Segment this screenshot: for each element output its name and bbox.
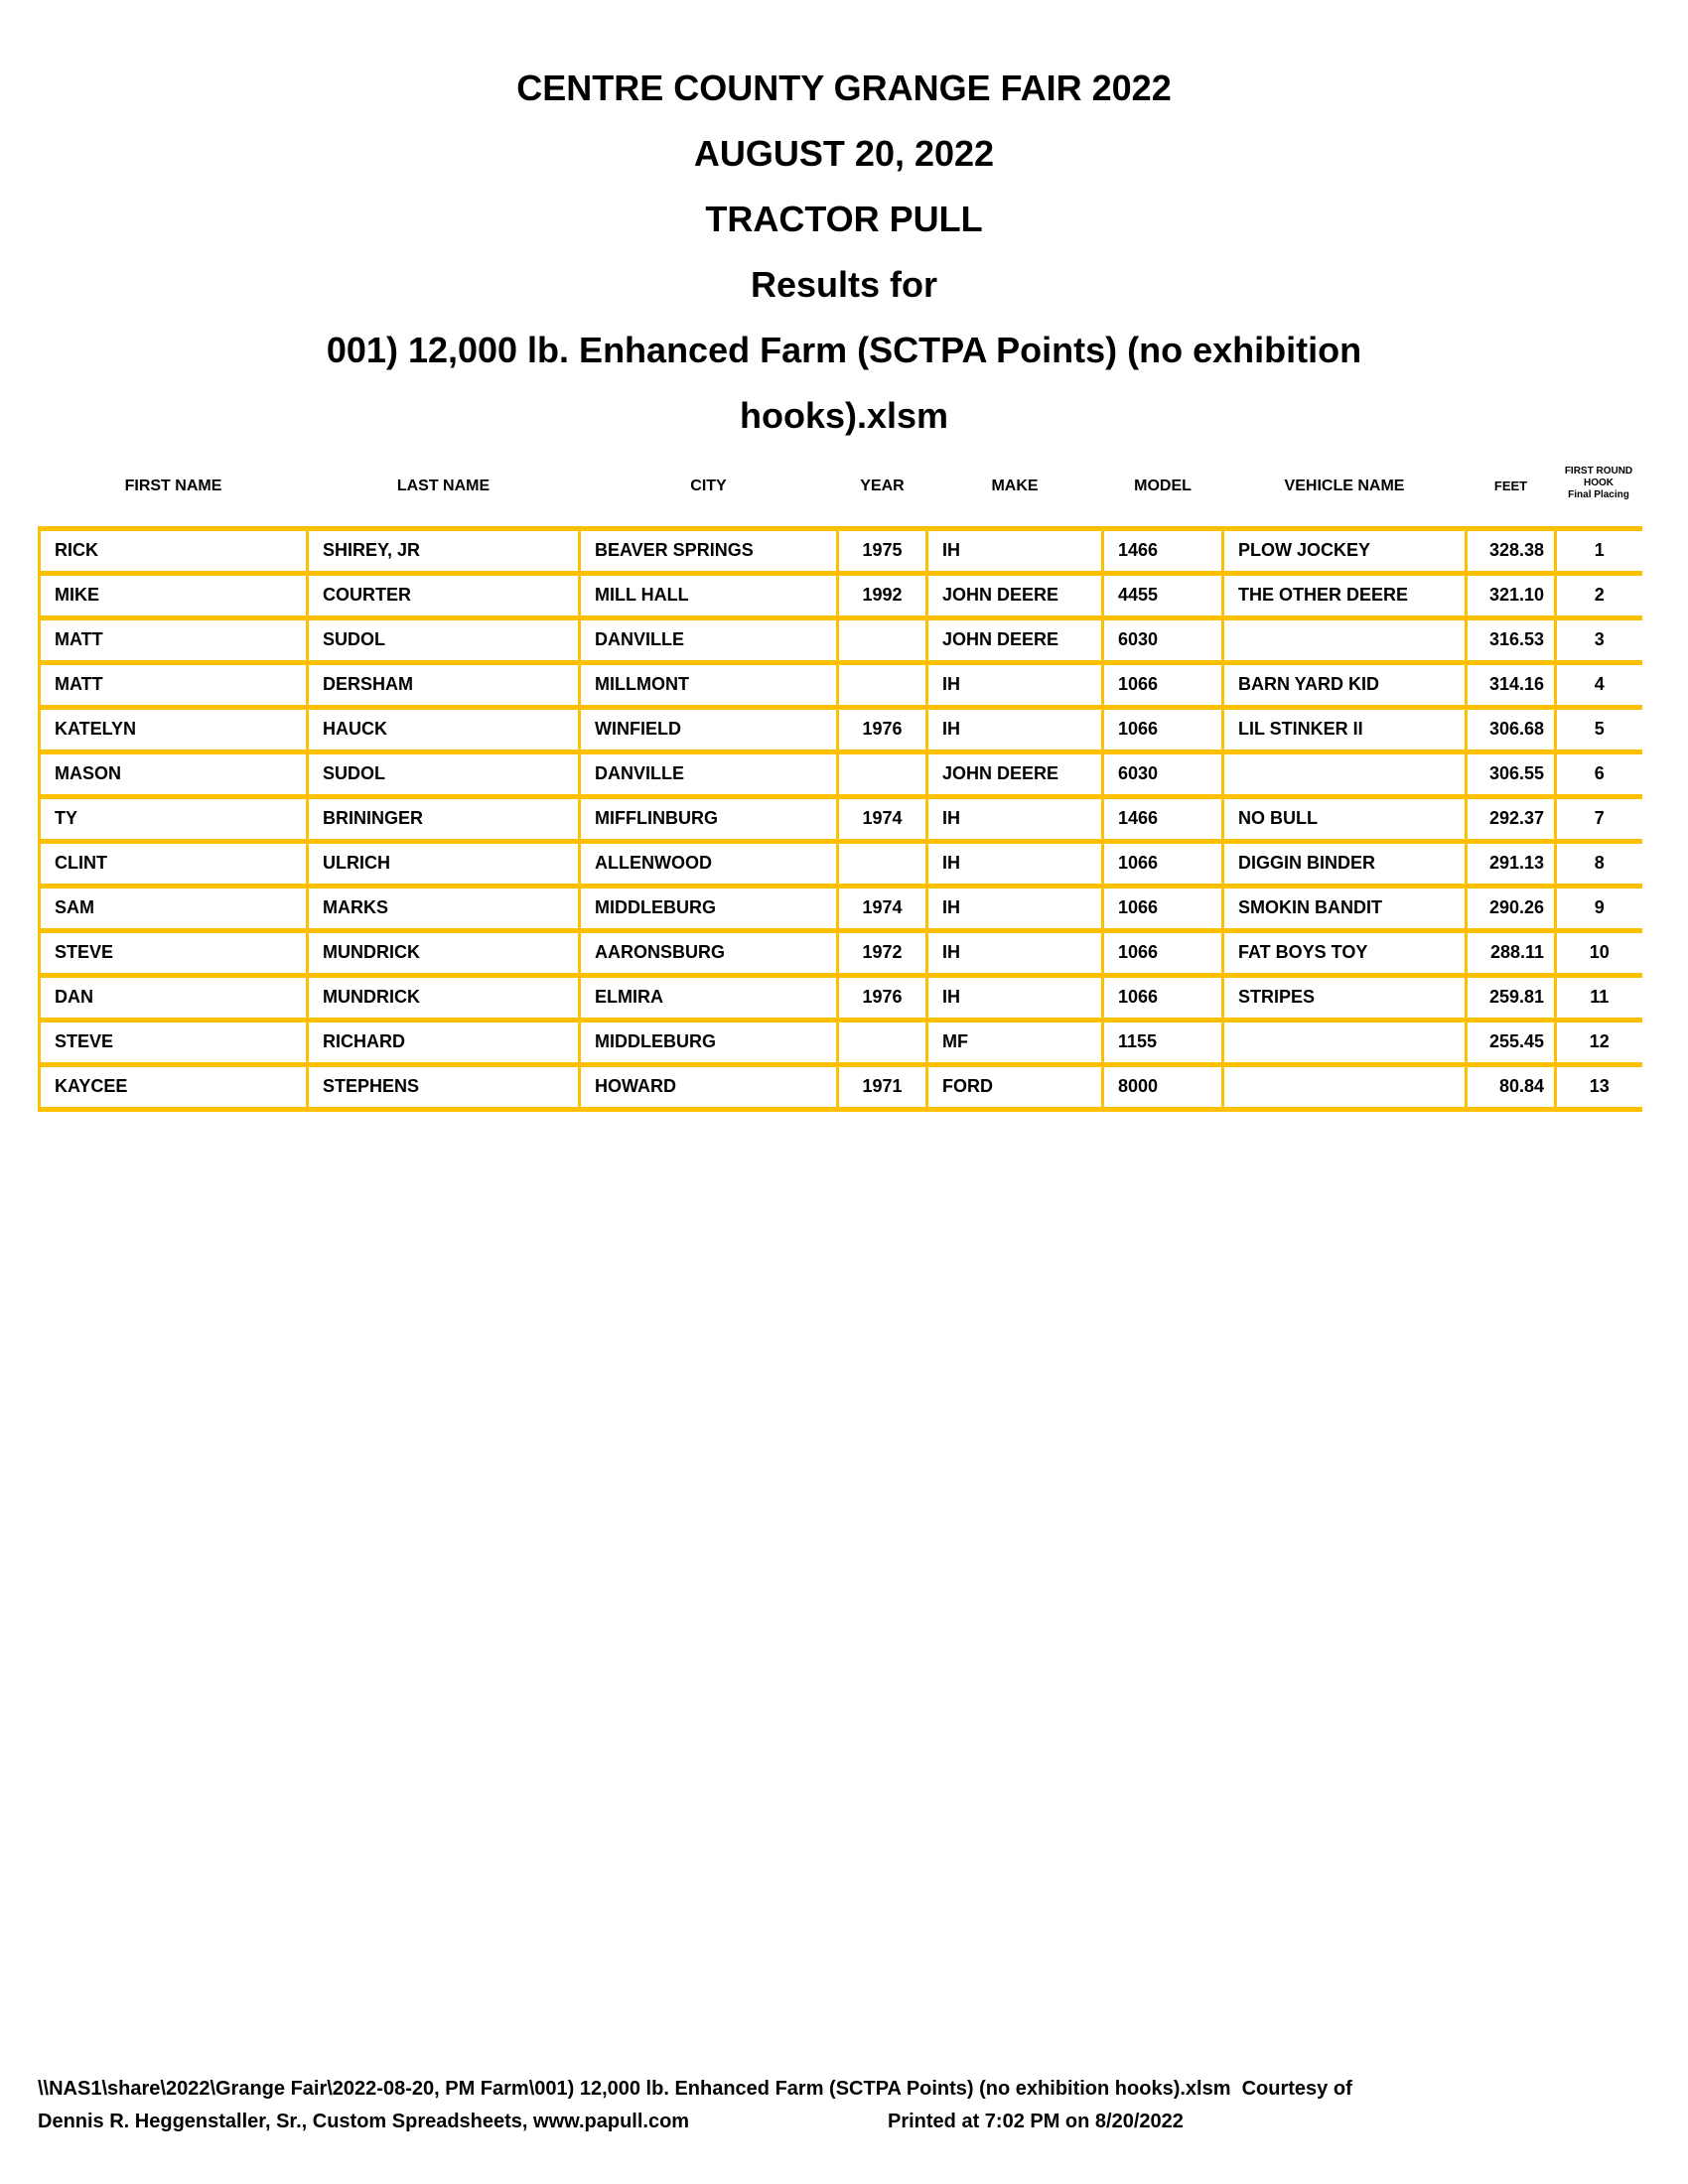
- cell-vehicle-name: [1223, 617, 1467, 662]
- cell-feet: 80.84: [1467, 1064, 1556, 1109]
- cell-first-name: KATELYN: [40, 707, 308, 751]
- cell-year: 1974: [838, 796, 927, 841]
- table-row: [40, 528, 1642, 573]
- col-header-vehicle-name: VEHICLE NAME: [1284, 477, 1405, 494]
- cell-vehicle-name: THE OTHER DEERE: [1223, 573, 1467, 617]
- cell-city: MIFFLINBURG: [580, 796, 838, 841]
- cell-city: DANVILLE: [580, 617, 838, 662]
- cell-feet: 292.37: [1467, 796, 1556, 841]
- document-header: [0, 56, 1688, 449]
- table-row: [40, 796, 1642, 841]
- cell-year: [838, 841, 927, 886]
- table-row: [40, 573, 1642, 617]
- cell-placing: 13: [1556, 1064, 1642, 1109]
- cell-vehicle-name: DIGGIN BINDER: [1223, 841, 1467, 886]
- table-row: [40, 751, 1642, 796]
- cell-city: MIDDLEBURG: [580, 886, 838, 930]
- cell-first-name: STEVE: [40, 1020, 308, 1064]
- cell-first-name: MIKE: [40, 573, 308, 617]
- cell-placing: 9: [1556, 886, 1642, 930]
- cell-make: IH: [927, 841, 1103, 886]
- cell-vehicle-name: [1223, 1020, 1467, 1064]
- cell-last-name: DERSHAM: [308, 662, 580, 707]
- cell-model: 4455: [1103, 573, 1223, 617]
- cell-feet: 290.26: [1467, 886, 1556, 930]
- table-row: [40, 1020, 1642, 1064]
- cell-placing: 5: [1556, 707, 1642, 751]
- cell-year: 1976: [838, 707, 927, 751]
- cell-model: 1066: [1103, 662, 1223, 707]
- cell-vehicle-name: SMOKIN BANDIT: [1223, 886, 1467, 930]
- cell-placing: 7: [1556, 796, 1642, 841]
- cell-first-name: SAM: [40, 886, 308, 930]
- table-row: [40, 886, 1642, 930]
- cell-make: JOHN DEERE: [927, 573, 1103, 617]
- cell-placing: 3: [1556, 617, 1642, 662]
- cell-city: ELMIRA: [580, 975, 838, 1020]
- cell-model: 1466: [1103, 528, 1223, 573]
- cell-feet: 306.55: [1467, 751, 1556, 796]
- results-table-wrap: [38, 455, 1640, 1112]
- cell-placing: 11: [1556, 975, 1642, 1020]
- cell-last-name: RICHARD: [308, 1020, 580, 1064]
- col-header-final-placing-line3: Final Placing: [1568, 488, 1629, 500]
- cell-first-name: TY: [40, 796, 308, 841]
- cell-make: IH: [927, 528, 1103, 573]
- cell-year: 1974: [838, 886, 927, 930]
- cell-last-name: BRININGER: [308, 796, 580, 841]
- cell-placing: 1: [1556, 528, 1642, 573]
- cell-placing: 6: [1556, 751, 1642, 796]
- cell-model: 1466: [1103, 796, 1223, 841]
- col-header-city: CITY: [690, 477, 727, 494]
- cell-model: 1066: [1103, 975, 1223, 1020]
- cell-vehicle-name: PLOW JOCKEY: [1223, 528, 1467, 573]
- courtesy-text: Dennis R. Heggenstaller, Sr., Custom Spreadsheets, www.papull.com: [38, 2111, 690, 2132]
- cell-vehicle-name: BARN YARD KID: [1223, 662, 1467, 707]
- table-row: [40, 1064, 1642, 1109]
- table-row: [40, 662, 1642, 707]
- cell-city: MILL HALL: [580, 573, 838, 617]
- cell-make: FORD: [927, 1064, 1103, 1109]
- cell-feet: 255.45: [1467, 1020, 1556, 1064]
- cell-first-name: MASON: [40, 751, 308, 796]
- cell-last-name: MUNDRICK: [308, 975, 580, 1020]
- cell-city: ALLENWOOD: [580, 841, 838, 886]
- cell-placing: 12: [1556, 1020, 1642, 1064]
- cell-make: IH: [927, 662, 1103, 707]
- class-title-line1: 001) 12,000 lb. Enhanced Farm (SCTPA Points) (no exhibition: [326, 330, 1362, 370]
- header-row: [40, 455, 1642, 528]
- cell-year: 1975: [838, 528, 927, 573]
- cell-make: IH: [927, 930, 1103, 975]
- printed-at-text: Printed at 7:02 PM on 8/20/2022: [888, 2111, 1184, 2132]
- cell-city: WINFIELD: [580, 707, 838, 751]
- cell-model: 1155: [1103, 1020, 1223, 1064]
- cell-vehicle-name: [1223, 1064, 1467, 1109]
- cell-first-name: DAN: [40, 975, 308, 1020]
- cell-year: 1972: [838, 930, 927, 975]
- table-row: [40, 841, 1642, 886]
- cell-first-name: MATT: [40, 662, 308, 707]
- cell-placing: 2: [1556, 573, 1642, 617]
- results-table: [38, 455, 1642, 1112]
- col-header-last-name: LAST NAME: [396, 477, 491, 494]
- cell-first-name: CLINT: [40, 841, 308, 886]
- cell-feet: 288.11: [1467, 930, 1556, 975]
- cell-year: [838, 617, 927, 662]
- table-row: [40, 707, 1642, 751]
- cell-last-name: MARKS: [308, 886, 580, 930]
- cell-model: 6030: [1103, 751, 1223, 796]
- table-row: [40, 617, 1642, 662]
- cell-city: DANVILLE: [580, 751, 838, 796]
- cell-year: [838, 662, 927, 707]
- cell-vehicle-name: FAT BOYS TOY: [1223, 930, 1467, 975]
- cell-make: JOHN DEERE: [927, 751, 1103, 796]
- cell-vehicle-name: NO BULL: [1223, 796, 1467, 841]
- cell-city: AARONSBURG: [580, 930, 838, 975]
- cell-feet: 291.13: [1467, 841, 1556, 886]
- cell-feet: 316.53: [1467, 617, 1556, 662]
- cell-year: 1976: [838, 975, 927, 1020]
- cell-feet: 321.10: [1467, 573, 1556, 617]
- event-title: CENTRE COUNTY GRANGE FAIR 2022: [516, 68, 1172, 108]
- cell-year: [838, 1020, 927, 1064]
- table-row: [40, 930, 1642, 975]
- cell-model: 8000: [1103, 1064, 1223, 1109]
- col-header-feet: FEET: [1493, 478, 1528, 493]
- cell-first-name: MATT: [40, 617, 308, 662]
- cell-placing: 4: [1556, 662, 1642, 707]
- col-header-year: YEAR: [860, 477, 905, 494]
- col-header-final-placing: [1556, 455, 1642, 528]
- cell-model: 1066: [1103, 930, 1223, 975]
- footer-credit-line: [38, 2106, 1656, 2138]
- cell-make: IH: [927, 886, 1103, 930]
- cell-model: 6030: [1103, 617, 1223, 662]
- cell-feet: 259.81: [1467, 975, 1556, 1020]
- cell-last-name: ULRICH: [308, 841, 580, 886]
- col-header-first-name: FIRST NAME: [124, 477, 222, 494]
- col-header-final-placing-line2: HOOK: [1584, 477, 1614, 488]
- cell-model: 1066: [1103, 841, 1223, 886]
- cell-feet: 306.68: [1467, 707, 1556, 751]
- results-for-label: Results for: [750, 264, 938, 305]
- cell-last-name: STEPHENS: [308, 1064, 580, 1109]
- table-row: [40, 975, 1642, 1020]
- cell-make: IH: [927, 796, 1103, 841]
- cell-vehicle-name: LIL STINKER II: [1223, 707, 1467, 751]
- cell-city: MIDDLEBURG: [580, 1020, 838, 1064]
- cell-model: 1066: [1103, 886, 1223, 930]
- cell-make: IH: [927, 975, 1103, 1020]
- cell-year: 1992: [838, 573, 927, 617]
- event-type: TRACTOR PULL: [705, 199, 983, 239]
- cell-first-name: STEVE: [40, 930, 308, 975]
- event-date: AUGUST 20, 2022: [693, 133, 995, 174]
- cell-feet: 314.16: [1467, 662, 1556, 707]
- cell-last-name: COURTER: [308, 573, 580, 617]
- col-header-make: MAKE: [991, 477, 1039, 494]
- cell-make: MF: [927, 1020, 1103, 1064]
- cell-city: BEAVER SPRINGS: [580, 528, 838, 573]
- class-title-line2: hooks).xlsm: [739, 395, 949, 436]
- cell-vehicle-name: STRIPES: [1223, 975, 1467, 1020]
- footer: [38, 2073, 1656, 2138]
- cell-placing: 10: [1556, 930, 1642, 975]
- cell-vehicle-name: [1223, 751, 1467, 796]
- cell-city: HOWARD: [580, 1064, 838, 1109]
- cell-city: MILLMONT: [580, 662, 838, 707]
- cell-make: IH: [927, 707, 1103, 751]
- cell-make: JOHN DEERE: [927, 617, 1103, 662]
- cell-last-name: SUDOL: [308, 617, 580, 662]
- cell-first-name: RICK: [40, 528, 308, 573]
- cell-year: [838, 751, 927, 796]
- results-table-header: [40, 455, 1642, 528]
- cell-placing: 8: [1556, 841, 1642, 886]
- cell-first-name: KAYCEE: [40, 1064, 308, 1109]
- cell-last-name: HAUCK: [308, 707, 580, 751]
- cell-last-name: SHIREY, JR: [308, 528, 580, 573]
- cell-feet: 328.38: [1467, 528, 1556, 573]
- cell-year: 1971: [838, 1064, 927, 1109]
- col-header-model: MODEL: [1134, 477, 1192, 494]
- col-header-final-placing-line1: FIRST ROUND: [1564, 465, 1633, 477]
- results-table-body: [40, 528, 1642, 1109]
- file-path-line: \\NAS1\share\2022\Grange Fair\2022-08-20, PM Farm\001) 12,000 lb. Enhanced Farm (SCTPA Points) (no exhibition hooks).xlsm Courtesy of: [38, 2078, 1352, 2100]
- cell-last-name: SUDOL: [308, 751, 580, 796]
- cell-last-name: MUNDRICK: [308, 930, 580, 975]
- cell-model: 1066: [1103, 707, 1223, 751]
